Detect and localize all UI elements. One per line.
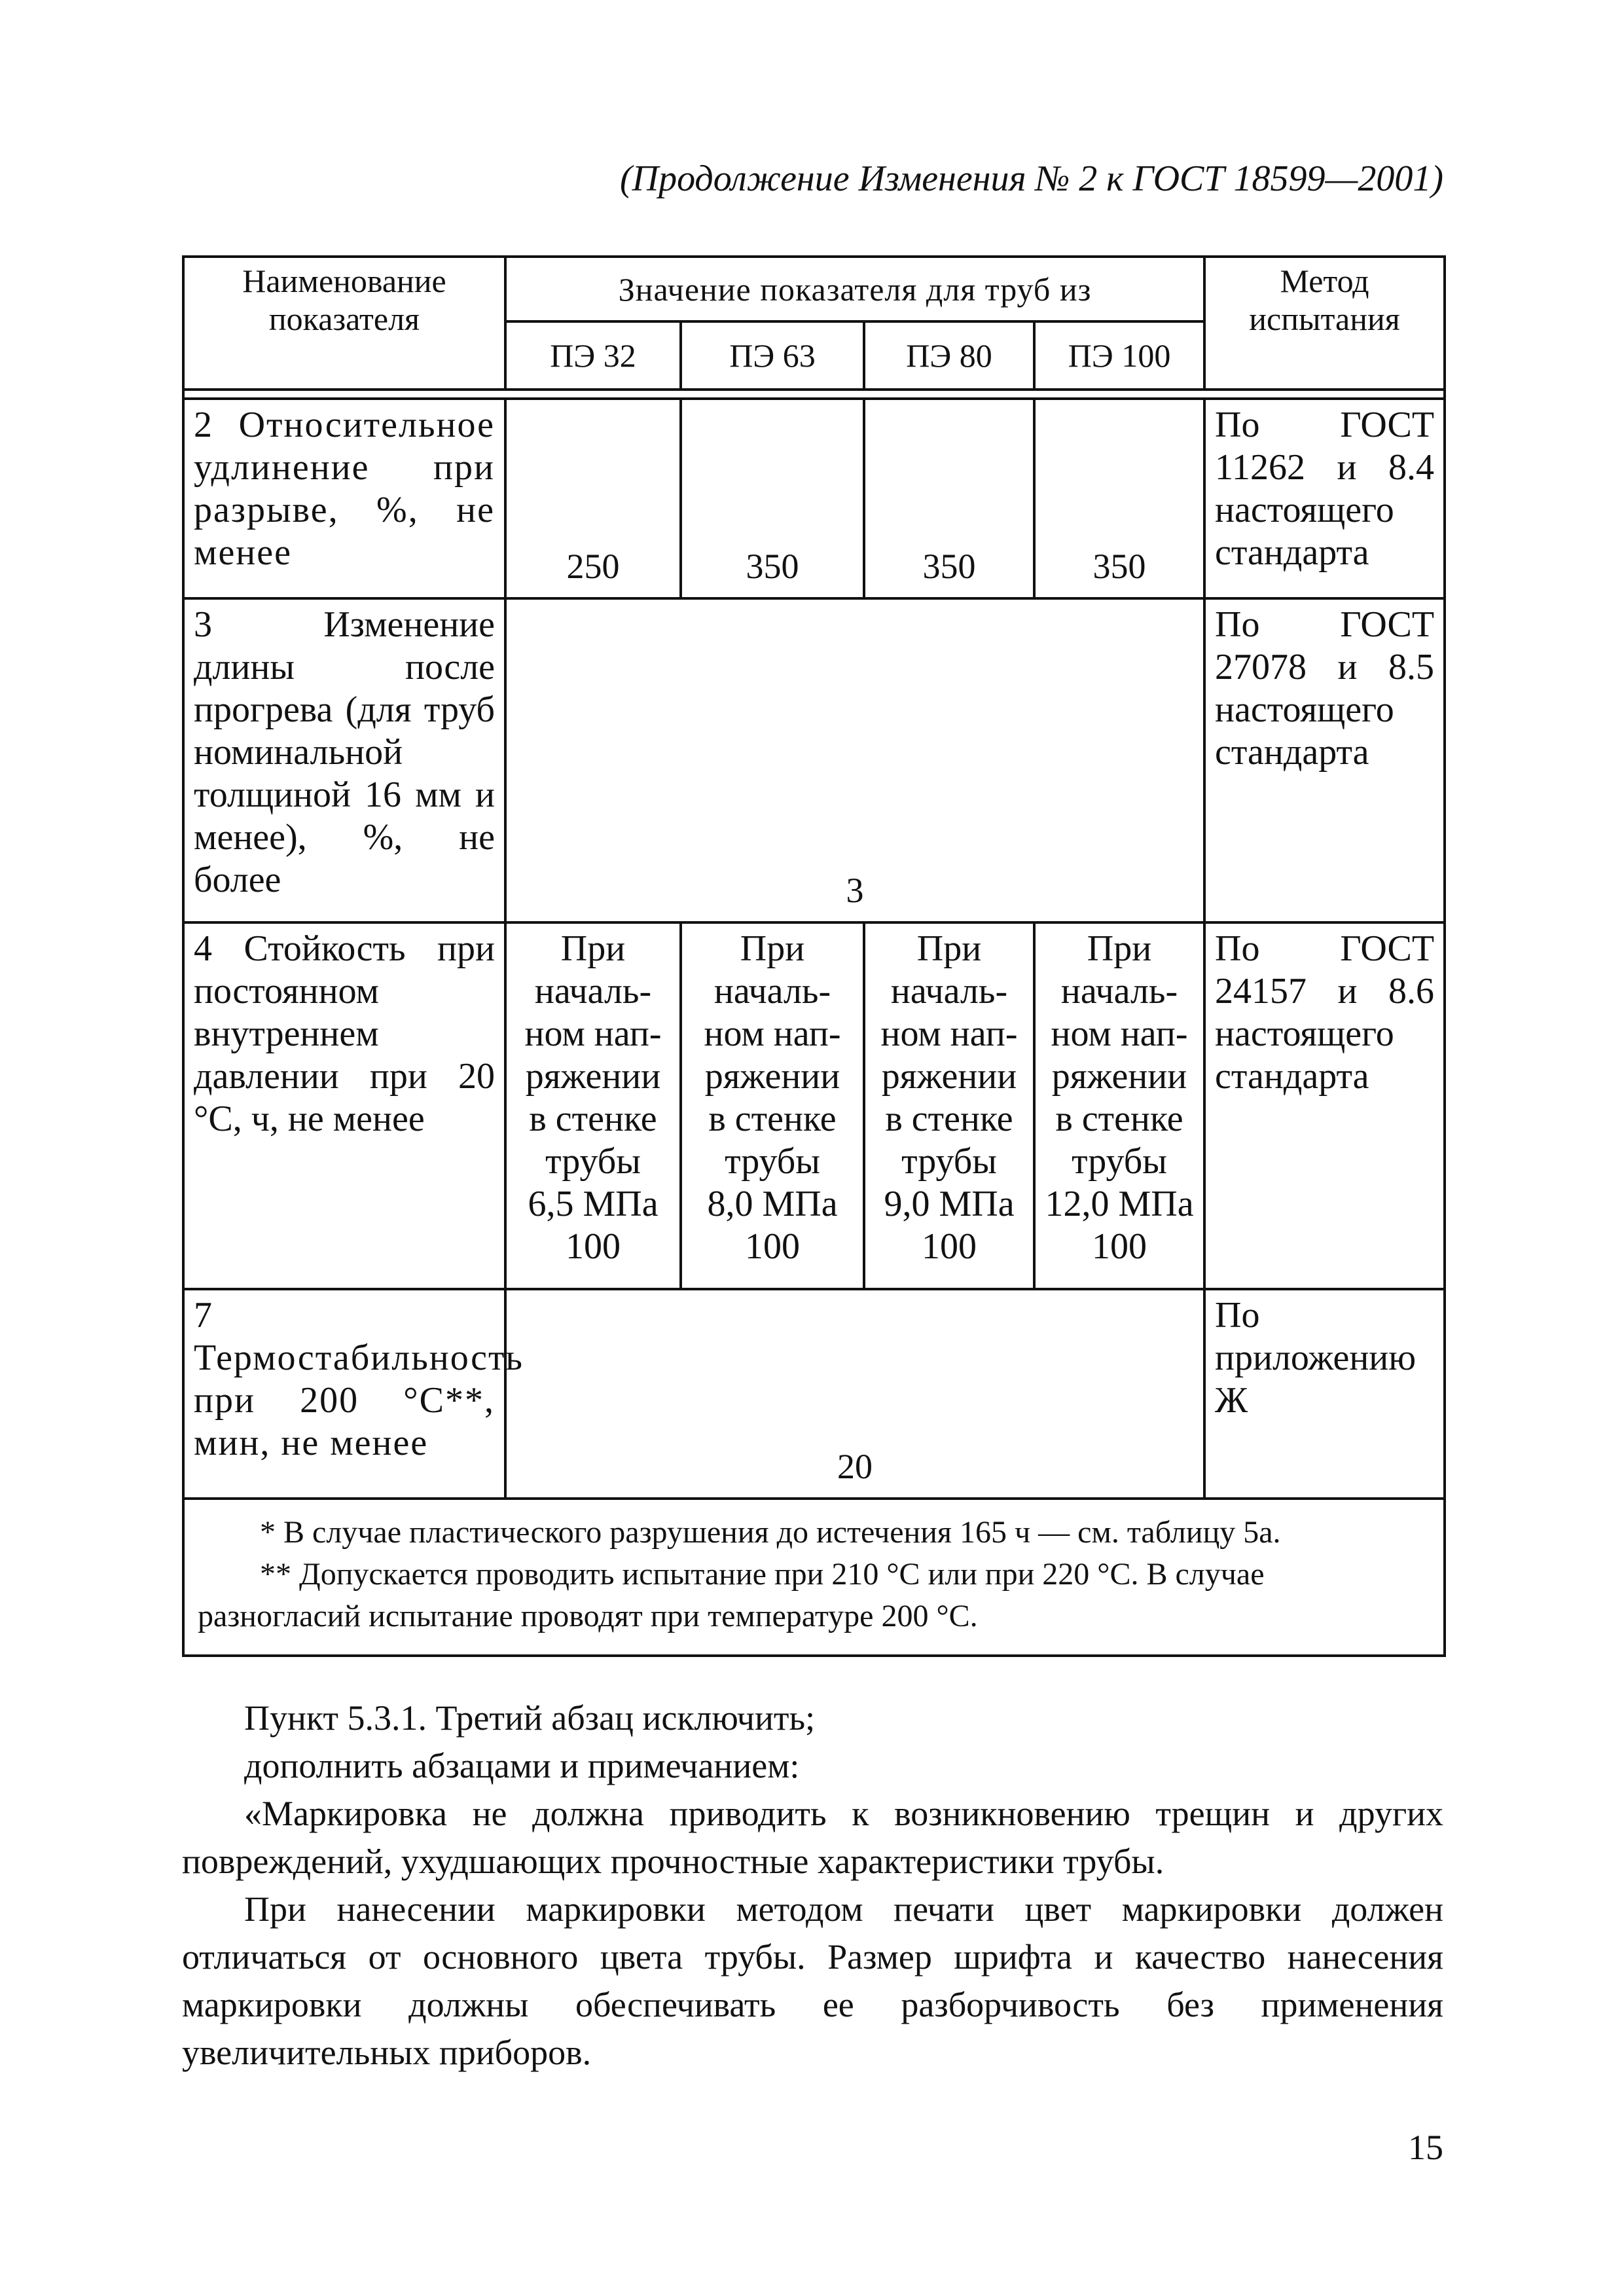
running-header: (Продолжение Изменения № 2 к ГОСТ 18599—2001) [620,158,1443,199]
paragraph: При нанесении маркировки методом печати цвет маркировки должен отличаться от основного цвета трубы. Размер шрифта и качество нанесения маркировки должны обеспечивать ее разборчивость без применения увеличительных приборов. [182,1889,1443,2072]
header-material: ПЭ 63 [681,321,864,390]
page-number: 15 [1408,2128,1443,2167]
paragraph: «Маркировка не должна приводить к возникновению трещин и других повреждений, ухудшающих прочностные характеристики трубы. [182,1794,1443,1881]
header-indicator-name: Наименование показателя [183,257,505,390]
footnote: ** Допускается проводить испытание при 210 °С или при 220 °С. В случае разногласий испытание проводят при температуре 200 °С. [198,1557,1265,1633]
body-text [182,1694,1443,2077]
table-row [183,598,1445,922]
row-stress-value: При началь- ном нап- ряжении в стенке трубы 6,5 МПа 100 [505,922,681,1289]
row-value: 350 [864,399,1034,598]
paragraph: дополнить абзацами и примечанием: [244,1746,800,1785]
table-header-row [183,257,1445,321]
row-test-method: По ГОСТ 24157 и 8.6 настоящего стандарта [1204,922,1445,1289]
table-row [183,1289,1445,1499]
row-stress-value: При началь- ном нап- ряжении в стенке трубы 8,0 МПа 100 [681,922,864,1289]
row-value: 350 [681,399,864,598]
row-value: 350 [1034,399,1204,598]
paragraph: Пункт 5.3.1. Третий абзац исключить; [244,1698,816,1738]
row-merged-value: 3 [505,598,1204,922]
header-test-method: Метод испытания [1204,257,1445,390]
row-test-method: По приложению Ж [1204,1289,1445,1499]
row-value: 250 [505,399,681,598]
header-material: ПЭ 32 [505,321,681,390]
table-footnotes-row [183,1499,1445,1656]
row-test-method: По ГОСТ 11262 и 8.4 настоящего стандарта [1204,399,1445,598]
header-material: ПЭ 80 [864,321,1034,390]
header-material: ПЭ 100 [1034,321,1204,390]
header-values-group: Значение показателя для труб из [505,257,1204,321]
properties-table [182,255,1446,1657]
table-footnotes [183,1499,1445,1656]
row-stress-value: При началь- ном нап- ряжении в стенке трубы 9,0 МПа 100 [864,922,1034,1289]
row-indicator-name: 3 Изменение длины после прогрева (для труб номинальной толщиной 16 мм и менее), %, не более [183,598,505,922]
row-indicator-name: 4 Стойкость при постоянном внутреннем давлении при 20 °С, ч, не менее [183,922,505,1289]
header-double-rule [183,390,1445,399]
row-indicator-name: 7 Термостабильность при 200 °С**, мин, не менее [183,1289,505,1499]
row-test-method: По ГОСТ 27078 и 8.5 настоящего стандарта [1204,598,1445,922]
row-indicator-name: 2 Относительное удлинение при разрыве, %, не менее [183,399,505,598]
table-row [183,399,1445,598]
table-row [183,922,1445,1289]
footnote: * В случае пластического разрушения до истечения 165 ч — см. таблицу 5а. [260,1515,1281,1550]
row-stress-value: При началь- ном нап- ряжении в стенке трубы 12,0 МПа 100 [1034,922,1204,1289]
row-merged-value: 20 [505,1289,1204,1499]
